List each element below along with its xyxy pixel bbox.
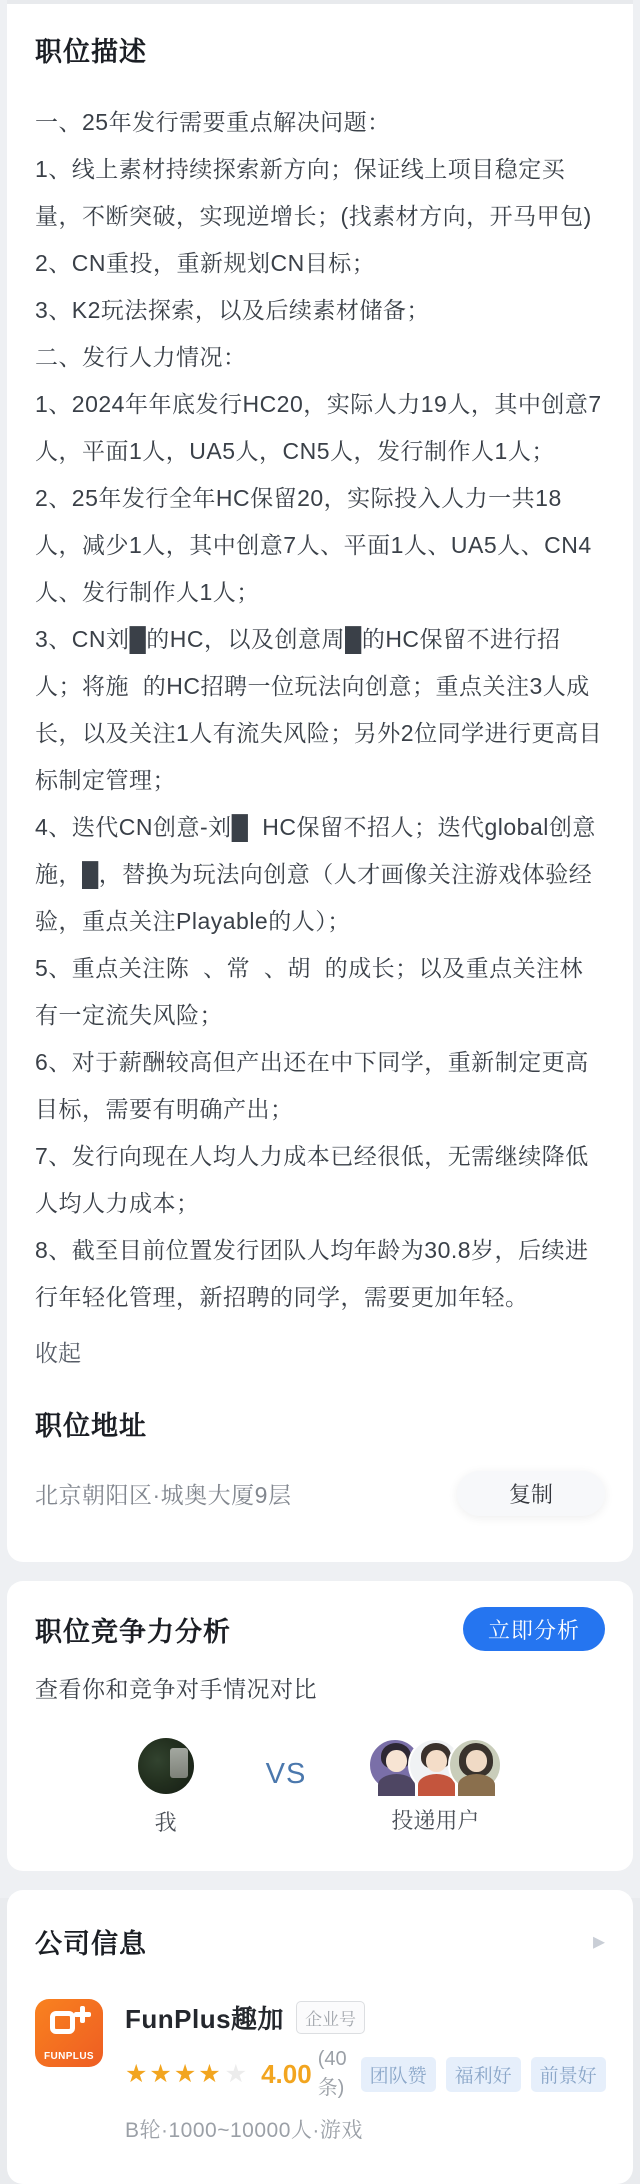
jd-paragraph: 二、发行人力情况： [35, 344, 247, 370]
job-description-card [7, 0, 633, 1562]
company-main [125, 1999, 605, 2144]
jd-paragraph: 8、截至目前位置发行团队人均年龄为30.8岁，后续进行年轻化管理，新招聘的同学，需要更加年轻。 [35, 1237, 589, 1310]
applicants-label: 投递用户 [391, 1808, 480, 1833]
jd-paragraph: 3、K2玩法探索，以及后续素材储备； [35, 297, 430, 323]
star-rating-icons: ★★★★ [125, 2060, 223, 2088]
collapse-link[interactable]: 收起 [35, 1340, 81, 1366]
me-column [138, 1738, 194, 1837]
jd-paragraph: 3、CN刘█的HC，以及创意周█的HC保留不进行招人；将施 的HC招聘一位玩法向创意；重点关注3人成长，以及关注1人有流失风险；另外2位同学进行更高目标制定管理； [35, 626, 603, 793]
me-label: 我 [154, 1810, 177, 1835]
me-avatar [138, 1738, 194, 1794]
jd-paragraph: 1、线上素材持续探索新方向；保证线上项目稳定买量，不断突破，实现逆增长；(找素材方向，开马甲包) [35, 156, 592, 229]
applicant-avatar [448, 1738, 502, 1792]
jd-paragraph: 4、迭代CN创意-刘█ HC保留不招人；迭代global创意施，█，替换为玩法向创意（人才画像关注游戏体验经验，重点关注Playable的人）； [35, 814, 596, 934]
logo-square-icon [50, 2011, 75, 2034]
company-info-header[interactable] [35, 1922, 605, 1961]
vs-text: VS [265, 1758, 307, 1790]
job-description-body [35, 99, 605, 1321]
rating-count: (40条) [317, 2048, 347, 2099]
logo-plus-icon [74, 2006, 91, 2023]
rating-value: 4.00 [261, 2058, 312, 2089]
jd-paragraph: 1、2024年年底发行HC20，实际人力19人，其中创意7人，平面1人，UA5人，CN5人，发行制作人1人； [35, 391, 602, 464]
company-row[interactable] [35, 1999, 605, 2144]
applicants-column [368, 1738, 502, 1835]
copy-address-button[interactable]: 复制 [457, 1471, 605, 1516]
jd-paragraph: 6、对于薪酬较高但产出还在中下同学，重新制定更高目标，需要有明确产出； [35, 1049, 589, 1122]
job-address-row [35, 1471, 605, 1516]
company-tag: 前景好 [531, 2057, 606, 2092]
avatar-torso [418, 1774, 455, 1796]
jd-paragraph: 一、25年发行需要重点解决问题： [35, 109, 391, 135]
avatar-face [386, 1750, 407, 1772]
jd-paragraph: 7、发行向现在人均人力成本已经很低，无需继续降低人均人力成本； [35, 1143, 589, 1216]
job-address-text: 北京朝阳区·城奥大厦9层 [35, 1482, 292, 1508]
job-description-title: 职位描述 [35, 37, 147, 67]
avatar-face [466, 1750, 487, 1772]
company-info-card [7, 1890, 633, 2184]
logo-wordmark: FUNPLUS [43, 2051, 95, 2062]
avatar-torso [378, 1774, 415, 1796]
analyze-now-button[interactable]: 立即分析 [463, 1607, 605, 1651]
job-address-title: 职位地址 [35, 1411, 147, 1441]
competitiveness-subtitle: 查看你和竞争对手情况对比 [35, 1676, 317, 1702]
company-logo [35, 1999, 103, 2067]
company-tag: 团队赞 [361, 2057, 436, 2092]
jd-paragraph: 2、CN重投，重新规划CN目标； [35, 250, 376, 276]
company-name: FunPlus趣加 [125, 2004, 285, 2034]
jd-paragraph: 5、重点关注陈 、常 、胡 的成长；以及重点关注林 有一定流失风险； [35, 955, 597, 1028]
jd-paragraph: 2、25年发行全年HC保留20，实际投入人力一共18人，减少1人，其中创意7人、平面1人、UA5人、CN4人、发行制作人1人； [35, 485, 592, 605]
company-info-title: 公司信息 [35, 1929, 147, 1959]
company-rating-row [125, 2048, 605, 2100]
company-name-row [125, 1999, 605, 2036]
vs-comparison-row [35, 1738, 605, 1837]
competitiveness-card [7, 1581, 633, 1871]
star-empty-icon: ★ [224, 2060, 248, 2088]
competitiveness-header [35, 1607, 605, 1651]
company-meta: B轮·1000~10000人·游戏 [125, 2119, 363, 2142]
competitiveness-title: 职位竞争力分析 [35, 1616, 231, 1647]
avatar-torso [458, 1774, 495, 1796]
applicants-avatar-stack [368, 1738, 502, 1792]
enterprise-badge: 企业号 [296, 2001, 365, 2034]
chevron-right-icon[interactable]: ▸ [592, 1927, 605, 1955]
avatar-face [426, 1750, 447, 1772]
company-tag: 福利好 [446, 2057, 521, 2092]
company-tag-group [361, 2057, 606, 2092]
